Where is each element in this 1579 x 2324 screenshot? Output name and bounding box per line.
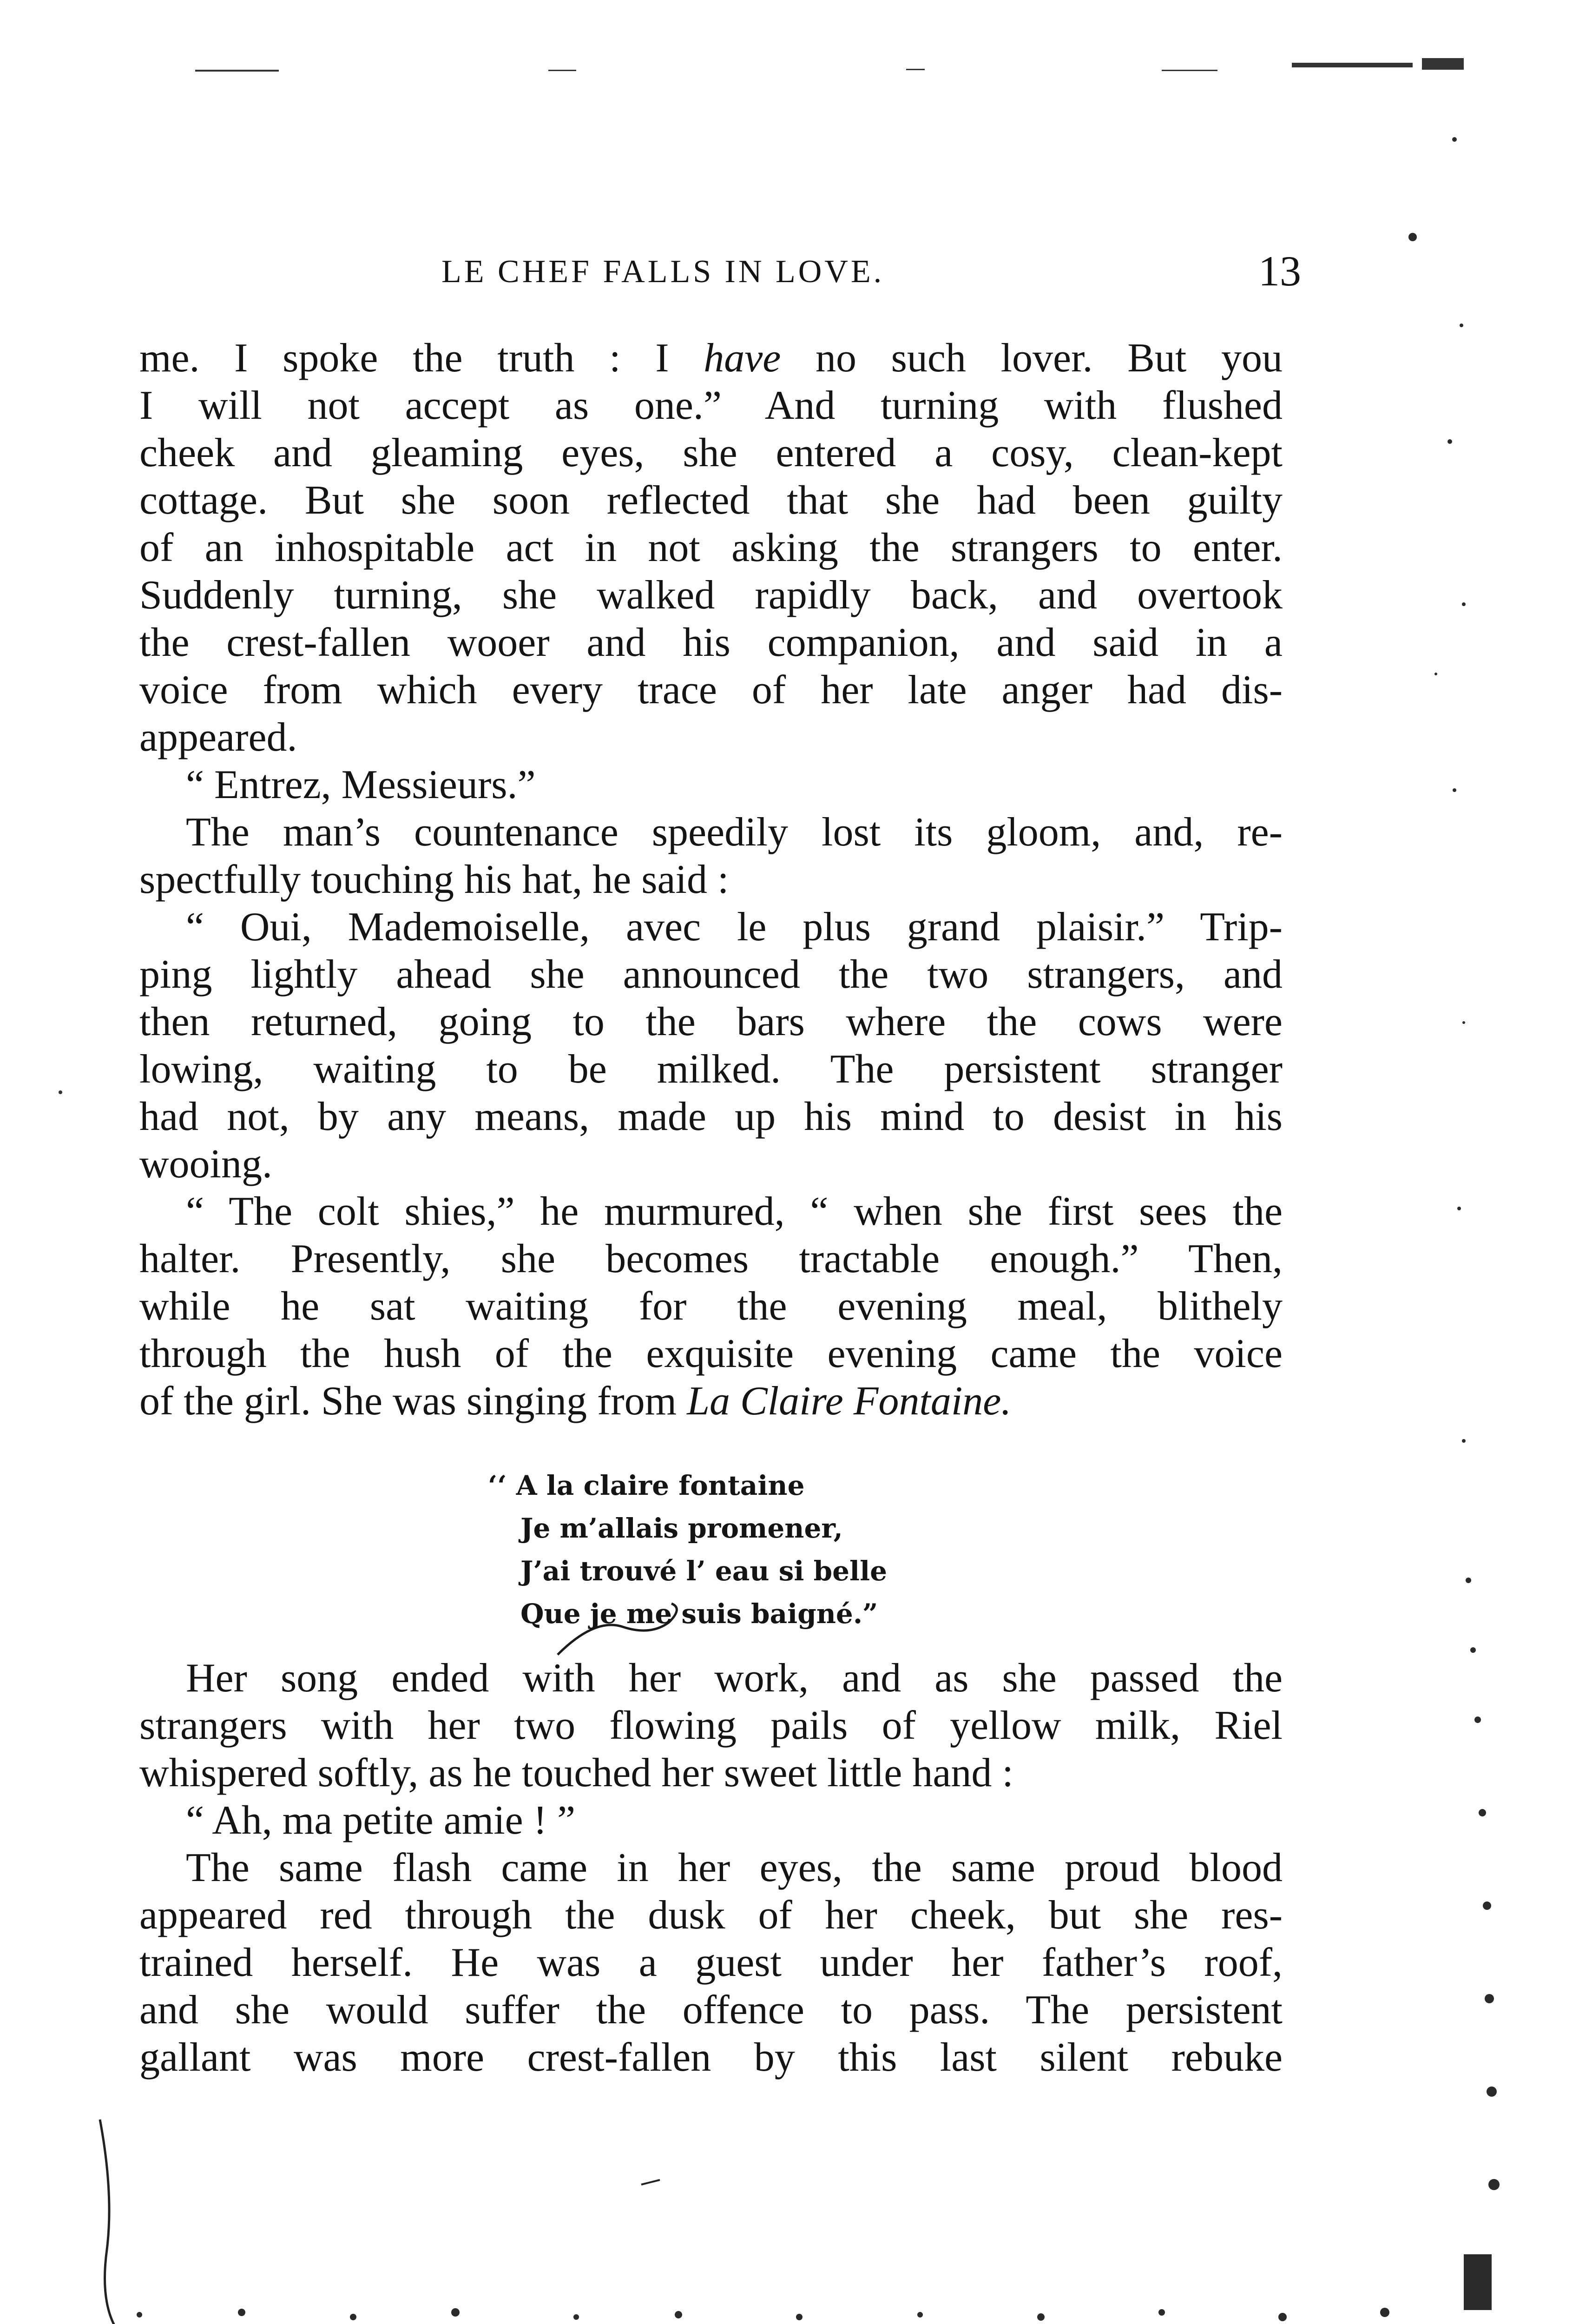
text-line xyxy=(139,572,1283,619)
text-run: cottage. But she soon reflected that she had been guilty xyxy=(139,478,1283,523)
text-line xyxy=(139,761,1283,809)
text-run: spectfully touching his hat, he said : xyxy=(139,857,729,902)
verse-block xyxy=(488,1464,887,1635)
text-run: while he sat waiting for the evening meal, blithely xyxy=(139,1284,1283,1329)
text-line xyxy=(139,951,1283,998)
italic-text: have xyxy=(704,336,781,381)
text-line xyxy=(139,1655,1283,1702)
text-line xyxy=(139,1750,1283,1797)
text-line xyxy=(139,2034,1283,2081)
text-run: “ Entrez, Messieurs.” xyxy=(186,762,536,807)
text-line xyxy=(139,1283,1283,1330)
text-line xyxy=(139,1987,1283,2034)
text-run: ping lightly ahead she announced the two strangers, and xyxy=(139,952,1283,997)
verse-line: J’ai trouvé l’ eau si belle xyxy=(520,1555,888,1587)
text-run: I will not accept as one.” And turning with flushed xyxy=(139,383,1283,428)
text-line xyxy=(139,714,1283,761)
text-run: then returned, going to the bars where the cows were xyxy=(139,999,1283,1044)
text-line xyxy=(139,998,1283,1046)
body-text-block-1 xyxy=(139,335,1283,1425)
text-run: “ The colt shies,” he murmured, “ when she first sees the xyxy=(186,1189,1283,1234)
text-line xyxy=(139,335,1283,382)
text-line xyxy=(139,1939,1283,1987)
text-run: “ Oui, Mademoiselle, avec le plus grand plaisir.” Trip- xyxy=(186,905,1283,950)
text-line xyxy=(139,477,1283,524)
verse-line: Je m’allais promener, xyxy=(520,1512,843,1544)
text-run: halter. Presently, she becomes tractable enough.” Then, xyxy=(139,1236,1283,1281)
text-run: voice from which every trace of her late anger had dis- xyxy=(139,667,1283,713)
page-header xyxy=(441,246,1301,297)
verse-line: ‘‘ A la claire fontaine xyxy=(488,1470,805,1501)
text-line xyxy=(139,856,1283,904)
text-run: strangers with her two flowing pails of yellow milk, Riel xyxy=(139,1703,1283,1748)
text-run: wooing. xyxy=(139,1142,272,1187)
text-run: gallant was more crest-fallen by this last silent rebuke xyxy=(139,2035,1283,2080)
text-run: The same flash came in her eyes, the same proud blood xyxy=(186,1845,1283,1890)
text-line xyxy=(139,1702,1283,1750)
text-line xyxy=(139,1892,1283,1939)
verse-line: Que je me suis baigné.” xyxy=(520,1598,878,1630)
text-line xyxy=(139,1188,1283,1235)
running-title: LE CHEF FALLS IN LOVE. xyxy=(441,254,885,290)
text-run: of the girl. She was singing from xyxy=(139,1379,687,1424)
text-run: no such lover. But you xyxy=(781,336,1283,381)
page-number: 13 xyxy=(1258,247,1301,295)
text-line xyxy=(139,1046,1283,1093)
text-line xyxy=(139,1141,1283,1188)
text-line xyxy=(139,1093,1283,1141)
text-line xyxy=(139,524,1283,572)
text-line xyxy=(139,382,1283,429)
text-run: The man’s countenance speedily lost its gloom, and, re- xyxy=(186,810,1283,855)
text-line xyxy=(139,667,1283,714)
text-line xyxy=(139,429,1283,477)
text-run: Her song ended with her work, and as she passed the xyxy=(186,1656,1283,1701)
text-run: the crest-fallen wooer and his companion, and said in a xyxy=(139,620,1283,665)
text-line xyxy=(139,1844,1283,1892)
text-line xyxy=(139,1330,1283,1378)
text-run: through the hush of the exquisite evening came the voice xyxy=(139,1331,1283,1376)
text-run: trained herself. He was a guest under her father’s roof, xyxy=(139,1940,1283,1985)
text-line xyxy=(139,1235,1283,1283)
text-line xyxy=(139,1378,1283,1425)
text-run: had not, by any means, made up his mind to desist in his xyxy=(139,1094,1283,1139)
text-run: me. I spoke the truth : I xyxy=(139,336,704,381)
text-run: “ Ah, ma petite amie ! ” xyxy=(186,1798,576,1843)
text-run: and she would suffer the offence to pass. The persistent xyxy=(139,1987,1283,2033)
italic-text: La Claire Fontaine. xyxy=(687,1379,1012,1424)
text-run: cheek and gleaming eyes, she entered a cosy, clean-kept xyxy=(139,430,1283,475)
text-line xyxy=(139,619,1283,667)
text-run: appeared. xyxy=(139,715,297,760)
text-run: Suddenly turning, she walked rapidly back, and overtook xyxy=(139,573,1283,618)
text-line xyxy=(139,1797,1283,1844)
text-line xyxy=(139,809,1283,856)
text-run: appeared red through the dusk of her cheek, but she res- xyxy=(139,1893,1283,1938)
text-run: whispered softly, as he touched her sweet little hand : xyxy=(139,1750,1013,1796)
text-run: of an inhospitable act in not asking the strangers to enter. xyxy=(139,525,1283,570)
text-run: lowing, waiting to be milked. The persistent stranger xyxy=(139,1047,1283,1092)
text-line xyxy=(139,904,1283,951)
body-text-block-2 xyxy=(139,1655,1283,2081)
